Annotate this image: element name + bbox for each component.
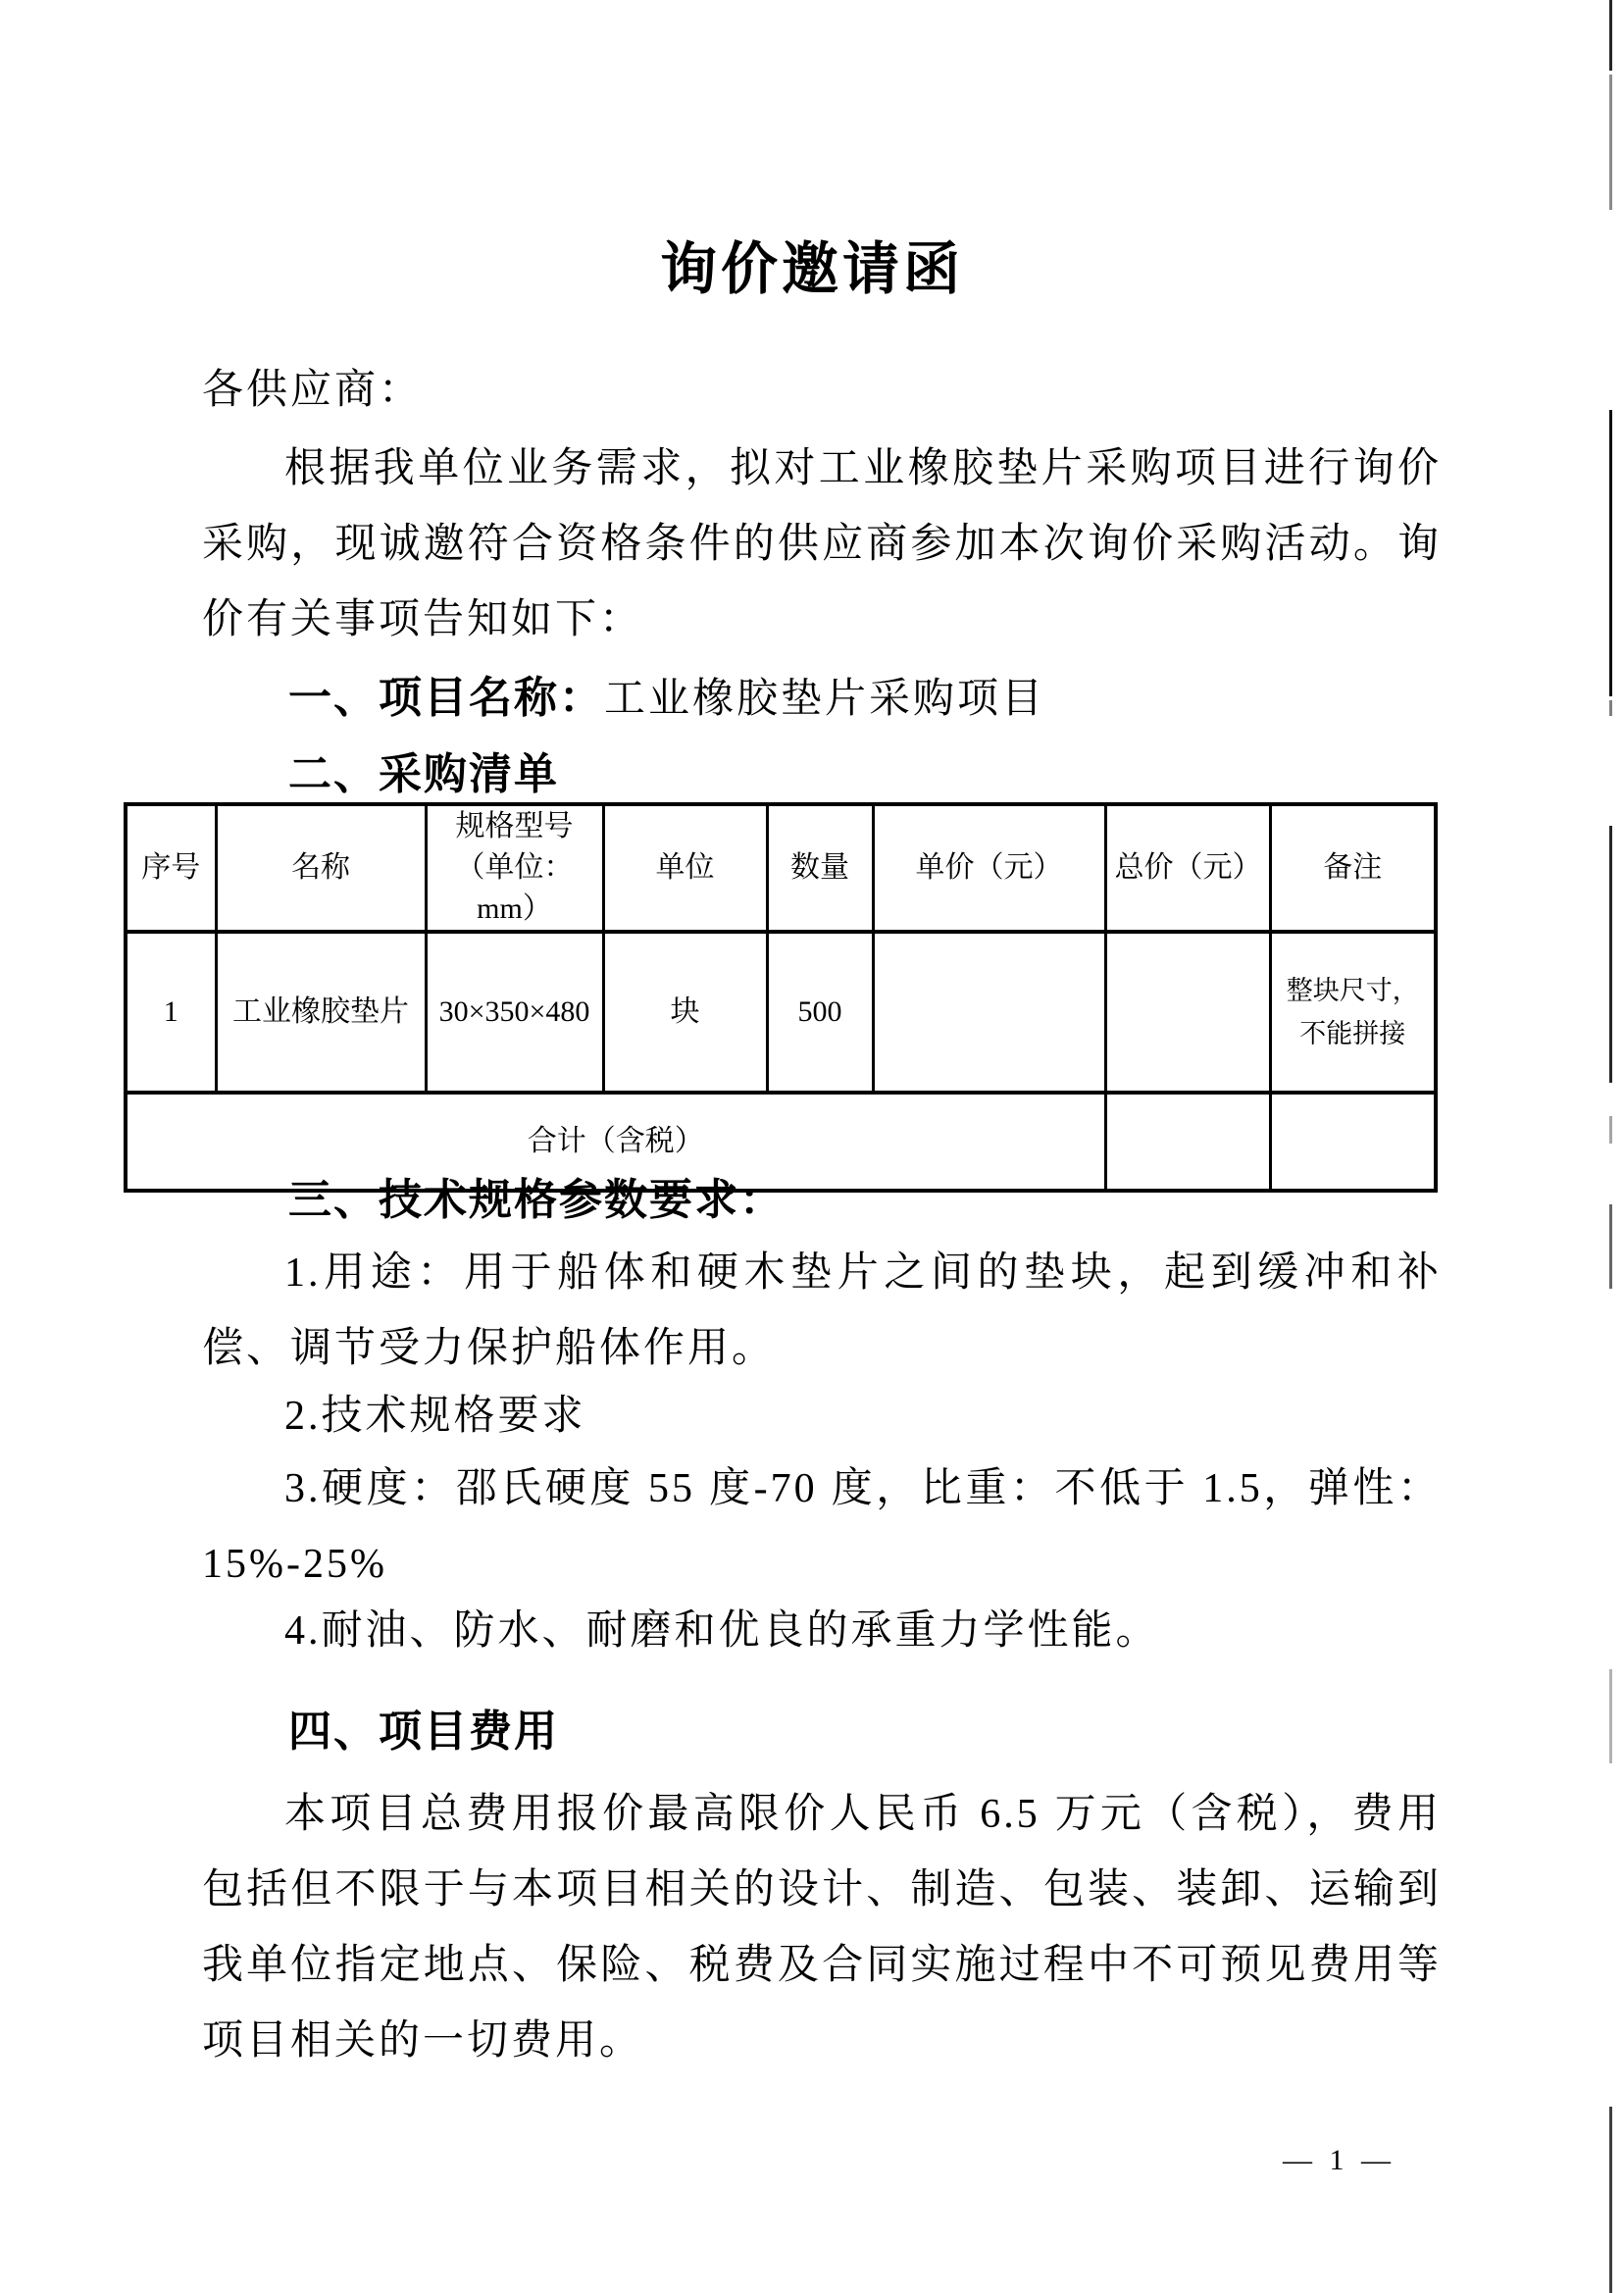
- col-header-unit: 单位: [603, 804, 767, 932]
- col-header-seq: 序号: [126, 804, 216, 932]
- spec-item-4: 4.耐油、防水、耐磨和优良的承重力学性能。: [284, 1608, 1160, 1654]
- scan-artifact: [1609, 1204, 1612, 1289]
- cell-total-price: [1105, 932, 1270, 1093]
- table-row: [126, 932, 1436, 1093]
- scan-artifact: [1609, 410, 1612, 696]
- col-header-unit-price: 单价（元）: [873, 804, 1105, 932]
- col-header-spec: 规格型号（单位：mm）: [426, 804, 603, 932]
- scan-artifact: [1609, 0, 1612, 71]
- cell-spec: 30×350×480: [426, 932, 603, 1093]
- scan-artifact: [1609, 2107, 1612, 2293]
- scan-artifact: [1609, 1669, 1612, 1763]
- fee-paragraph: 本项目总费用报价最高限价人民币 6.5 万元（含税），费用包括但不限于与本项目相关的设计、制造、包装、装卸、运输到我单位指定地点、保险、税费及合同实施过程中不可预见费用等项目相关的一切费用。: [202, 1792, 1442, 2064]
- section1-value: 工业橡胶垫片采购项目: [604, 677, 1046, 722]
- page-number: — 1 —: [1283, 2144, 1396, 2176]
- page-title: 询价邀请函: [659, 237, 964, 301]
- cell-remark: 整块尺寸，不能拼接: [1270, 932, 1436, 1093]
- col-header-name: 名称: [216, 804, 426, 932]
- col-header-remark: 备注: [1270, 804, 1436, 932]
- purchase-table-wrap: [124, 802, 1438, 1193]
- cell-unit-price: [873, 932, 1105, 1093]
- cell-qty: 500: [767, 932, 873, 1093]
- scan-artifact: [1609, 1116, 1612, 1144]
- spec-item-3: 3.硬度：邵氏硬度 55 度-70 度，比重：不低于 1.5，弹性：15%-25%: [202, 1466, 1442, 1587]
- purchase-table: [124, 802, 1438, 1193]
- cell-unit: 块: [603, 932, 767, 1093]
- table-header-row: [126, 804, 1436, 932]
- greeting-line: 各供应商：: [202, 368, 424, 413]
- col-header-qty: 数量: [767, 804, 873, 932]
- spec-item-2: 2.技术规格要求: [284, 1394, 586, 1439]
- cell-name: 工业橡胶垫片: [216, 932, 426, 1093]
- section4-heading: 四、项目费用: [288, 1707, 559, 1757]
- total-label-cell: 合计（含税）: [126, 1093, 1105, 1191]
- col-header-total-price: 总价（元）: [1105, 804, 1270, 932]
- scan-artifact: [1609, 826, 1612, 1083]
- scan-artifact: [1609, 75, 1612, 210]
- section1-label: 一、项目名称：: [288, 673, 604, 723]
- section3-heading: 三、技术规格参数要求：: [288, 1175, 785, 1225]
- cell-seq: 1: [126, 932, 216, 1093]
- scan-artifact: [1609, 700, 1612, 716]
- spec-item-1: 1.用途：用于船体和硬木垫片之间的垫块，起到缓冲和补偿、调节受力保护船体作用。: [202, 1250, 1442, 1371]
- section1-heading: [202, 671, 1442, 727]
- section2-heading: 二、采购清单: [288, 749, 559, 799]
- intro-paragraph: 根据我单位业务需求，拟对工业橡胶垫片采购项目进行询价采购，现诚邀符合资格条件的供应商参加本次询价采购活动。询价有关事项告知如下：: [202, 446, 1442, 642]
